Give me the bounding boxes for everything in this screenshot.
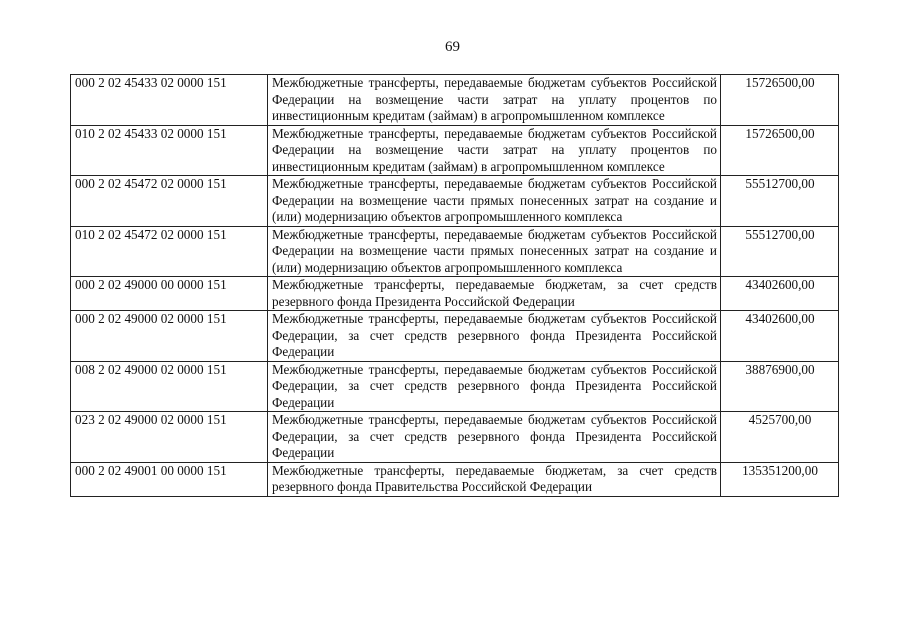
transfer-name-cell: Межбюджетные трансферты, передаваемые бюджетам субъектов Российской Федерации на возмещение части затрат на уплату процентов по инвестиционным кредитам (займам) в агропромышленном комплексе	[268, 75, 721, 126]
budget-code-cell: 000 2 02 49001 00 0000 151	[71, 462, 268, 496]
budget-table	[70, 74, 839, 497]
budget-code-cell: 000 2 02 45433 02 0000 151	[71, 75, 268, 126]
transfer-name-cell: Межбюджетные трансферты, передаваемые бюджетам субъектов Российской Федерации, за счет средств резервного фонда Президента Российской Федерации	[268, 361, 721, 412]
amount-cell: 38876900,00	[721, 361, 839, 412]
amount-cell: 15726500,00	[721, 125, 839, 176]
budget-code-cell: 000 2 02 45472 02 0000 151	[71, 176, 268, 227]
transfer-name-cell: Межбюджетные трансферты, передаваемые бюджетам субъектов Российской Федерации, за счет средств резервного фонда Президента Российской Федерации	[268, 311, 721, 362]
page-number: 69	[445, 39, 460, 55]
table-row	[71, 311, 839, 362]
budget-code-cell: 000 2 02 49000 02 0000 151	[71, 311, 268, 362]
transfer-name-cell: Межбюджетные трансферты, передаваемые бюджетам субъектов Российской Федерации на возмещение части прямых понесенных затрат на создание и (или) модернизацию объектов агропромышленного комплекса	[268, 176, 721, 227]
amount-cell: 43402600,00	[721, 311, 839, 362]
budget-code-cell: 000 2 02 49000 00 0000 151	[71, 277, 268, 311]
transfer-name-cell: Межбюджетные трансферты, передаваемые бюджетам, за счет средств резервного фонда Президента Российской Федерации	[268, 277, 721, 311]
amount-cell: 43402600,00	[721, 277, 839, 311]
amount-cell: 15726500,00	[721, 75, 839, 126]
amount-cell: 55512700,00	[721, 226, 839, 277]
budget-code-cell: 008 2 02 49000 02 0000 151	[71, 361, 268, 412]
table-row	[71, 75, 839, 126]
transfer-name-cell: Межбюджетные трансферты, передаваемые бюджетам субъектов Российской Федерации на возмещение части прямых понесенных затрат на создание и (или) модернизацию объектов агропромышленного комплекса	[268, 226, 721, 277]
budget-code-cell: 010 2 02 45472 02 0000 151	[71, 226, 268, 277]
table-row	[71, 125, 839, 176]
amount-cell: 55512700,00	[721, 176, 839, 227]
budget-code-cell: 023 2 02 49000 02 0000 151	[71, 412, 268, 463]
budget-code-cell: 010 2 02 45433 02 0000 151	[71, 125, 268, 176]
table-row	[71, 226, 839, 277]
table-row	[71, 462, 839, 496]
table-row	[71, 361, 839, 412]
table-row	[71, 412, 839, 463]
amount-cell: 4525700,00	[721, 412, 839, 463]
transfer-name-cell: Межбюджетные трансферты, передаваемые бюджетам субъектов Российской Федерации, за счет средств резервного фонда Президента Российской Федерации	[268, 412, 721, 463]
table-row	[71, 176, 839, 227]
transfer-name-cell: Межбюджетные трансферты, передаваемые бюджетам, за счет средств резервного фонда Правительства Российской Федерации	[268, 462, 721, 496]
table-row	[71, 277, 839, 311]
transfer-name-cell: Межбюджетные трансферты, передаваемые бюджетам субъектов Российской Федерации на возмещение части затрат на уплату процентов по инвестиционным кредитам (займам) в агропромышленном комплексе	[268, 125, 721, 176]
amount-cell: 135351200,00	[721, 462, 839, 496]
budget-table-body	[71, 75, 839, 497]
